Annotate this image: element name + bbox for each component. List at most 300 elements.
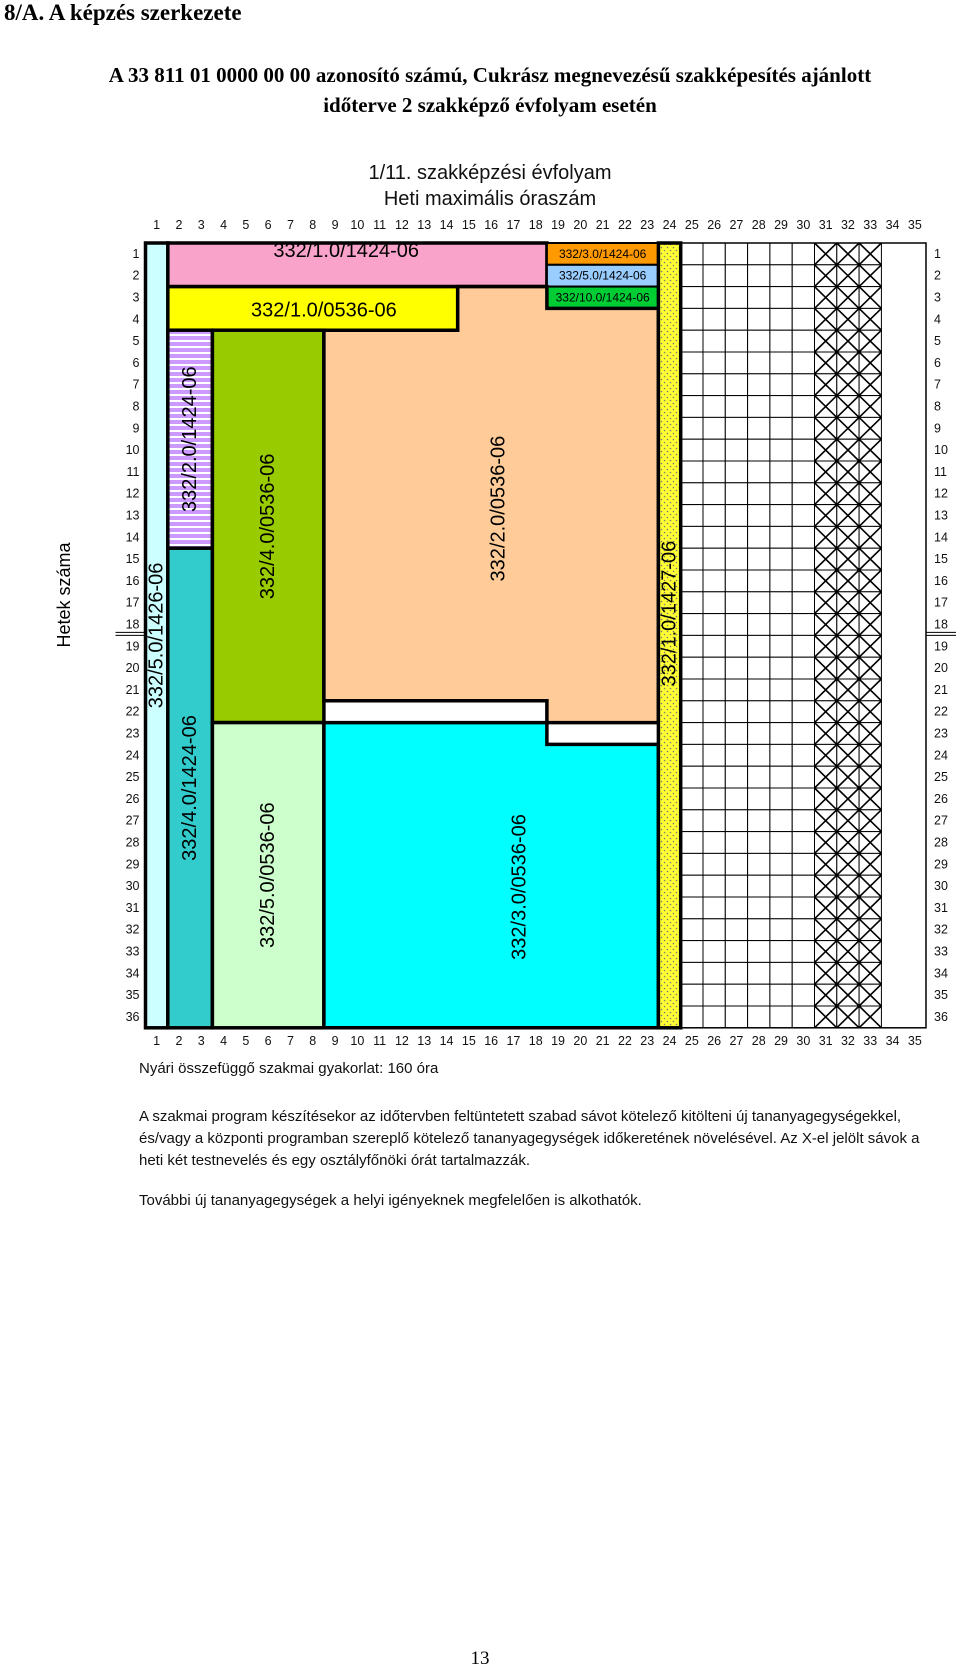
x-tick-label-top: 8 <box>309 218 317 232</box>
free-cell <box>703 744 725 766</box>
y-tick-label-left: 24 <box>125 748 140 763</box>
free-cell <box>703 657 725 679</box>
free-cell <box>681 744 703 766</box>
free-cell <box>770 396 792 418</box>
free-cell <box>770 352 792 374</box>
free-cell <box>770 570 792 592</box>
free-cell <box>703 962 725 984</box>
y-tick-label-right: 7 <box>934 377 941 392</box>
free-cell <box>792 570 814 592</box>
y-tick-label-right: 34 <box>934 966 948 981</box>
document-title-line-1: A 33 811 01 0000 00 00 azonosító számú, Cukrász megnevezésű szakképesítés ajánlott <box>108 63 872 87</box>
free-cell <box>748 897 770 919</box>
x-tick-label-bottom: 35 <box>907 1033 922 1048</box>
free-cell <box>770 766 792 788</box>
y-tick-label-left: 35 <box>125 988 140 1003</box>
y-tick-label-left: 36 <box>125 1009 140 1024</box>
free-cell <box>681 374 703 396</box>
section-heading: 8/A. A képzés szerkezete <box>4 0 242 25</box>
free-cell <box>792 984 814 1006</box>
free-cell <box>792 417 814 439</box>
block-label: 332/3.0/1424-06 <box>558 246 647 261</box>
x-tick-label-bottom: 33 <box>863 1033 878 1048</box>
free-cell <box>770 984 792 1006</box>
x-tick-label-top: 15 <box>461 218 476 232</box>
free-cell <box>748 614 770 636</box>
free-cell <box>725 744 747 766</box>
free-cell <box>703 832 725 854</box>
free-cell <box>703 635 725 657</box>
free-cell <box>703 1006 725 1028</box>
free-cell <box>792 635 814 657</box>
free-cell <box>792 941 814 963</box>
free-cell <box>770 243 792 265</box>
free-cell <box>770 919 792 941</box>
y-tick-label-left: 21 <box>125 682 140 697</box>
x-tick-label-top: 17 <box>506 218 521 232</box>
free-cell <box>748 962 770 984</box>
free-cell <box>792 439 814 461</box>
y-tick-label-right: 25 <box>934 770 948 785</box>
y-tick-label-right: 9 <box>934 421 941 436</box>
free-cell <box>681 483 703 505</box>
x-tick-label-top: 21 <box>595 218 610 232</box>
chart-grid <box>681 243 882 1028</box>
block-label: 332/1.0/0536-06 <box>251 299 397 322</box>
free-cell <box>703 701 725 723</box>
free-cell <box>681 766 703 788</box>
additional-units-note: További új tananyagegységek a helyi igényeknek megfelelően is alkothatók. <box>139 1192 642 1209</box>
free-cell <box>725 984 747 1006</box>
free-cell <box>681 439 703 461</box>
free-cell <box>703 614 725 636</box>
free-cell <box>770 832 792 854</box>
y-tick-label-left: 9 <box>132 421 140 436</box>
free-cell <box>681 308 703 330</box>
y-axis-label: Hetek száma <box>54 542 74 648</box>
y-tick-label-right: 24 <box>934 748 948 763</box>
free-cell <box>681 352 703 374</box>
x-tick-label-top: 29 <box>774 218 789 232</box>
free-cell <box>725 483 747 505</box>
free-cell <box>725 941 747 963</box>
y-tick-label-left: 1 <box>132 246 140 261</box>
x-tick-label-bottom: 25 <box>684 1033 699 1048</box>
y-tick-label-right: 33 <box>934 944 948 959</box>
block-label: 332/4.0/0536-06 <box>257 453 280 600</box>
free-cell <box>770 308 792 330</box>
free-cell <box>748 788 770 810</box>
free-cell <box>703 875 725 897</box>
free-cell <box>681 984 703 1006</box>
free-cell <box>748 744 770 766</box>
block-label: 332/3.0/0536-06 <box>508 814 531 960</box>
free-cell <box>792 287 814 309</box>
y-tick-label-left: 17 <box>125 595 140 610</box>
y-tick-label-left: 7 <box>132 377 140 392</box>
x-tick-label-bottom: 2 <box>175 1033 183 1048</box>
free-cell <box>681 526 703 548</box>
y-tick-label-left: 18 <box>125 617 140 632</box>
x-tick-label-bottom: 6 <box>264 1033 272 1048</box>
free-cell <box>748 483 770 505</box>
free-cell <box>748 766 770 788</box>
free-cell <box>725 832 747 854</box>
free-cell <box>681 897 703 919</box>
y-tick-label-right: 35 <box>934 988 948 1003</box>
free-cell <box>770 744 792 766</box>
x-tick-label-top: 12 <box>394 218 409 232</box>
free-cell <box>770 657 792 679</box>
y-tick-label-left: 5 <box>132 334 140 349</box>
free-cell <box>792 483 814 505</box>
free-cell <box>725 614 747 636</box>
x-tick-label-top: 2 <box>175 218 183 232</box>
x-tick-label-bottom: 13 <box>417 1033 432 1048</box>
free-cell <box>681 330 703 352</box>
y-tick-label-right: 19 <box>934 639 948 654</box>
free-cell <box>748 853 770 875</box>
x-tick-label-top: 24 <box>662 218 677 232</box>
free-cell <box>681 657 703 679</box>
free-cell <box>703 265 725 287</box>
free-cell <box>792 396 814 418</box>
x-tick-label-bottom: 27 <box>729 1033 744 1048</box>
y-tick-label-left: 33 <box>125 944 140 959</box>
x-tick-label-top: 19 <box>551 218 566 232</box>
x-tick-label-bottom: 26 <box>707 1033 722 1048</box>
free-cell <box>703 592 725 614</box>
free-cell <box>792 505 814 527</box>
y-tick-label-right: 26 <box>934 791 948 806</box>
free-cell <box>748 832 770 854</box>
block-label: 332/5.0/1424-06 <box>558 268 647 283</box>
free-cell <box>703 461 725 483</box>
free-cell <box>792 875 814 897</box>
y-tick-label-right: 23 <box>934 726 948 741</box>
free-cell <box>725 374 747 396</box>
x-tick-label-top: 28 <box>751 218 766 232</box>
free-cell <box>681 875 703 897</box>
free-cell <box>681 417 703 439</box>
free-cell <box>792 832 814 854</box>
free-cell <box>770 505 792 527</box>
free-cell <box>703 897 725 919</box>
free-cell <box>748 287 770 309</box>
free-cell <box>681 592 703 614</box>
free-cell <box>725 265 747 287</box>
page-number: 13 <box>470 1648 490 1669</box>
free-cell <box>748 265 770 287</box>
free-cell <box>725 592 747 614</box>
free-cell <box>703 526 725 548</box>
x-tick-label-bottom: 29 <box>774 1033 789 1048</box>
free-cell <box>792 308 814 330</box>
free-cell <box>681 701 703 723</box>
y-tick-label-right: 4 <box>934 312 941 327</box>
free-cell <box>703 788 725 810</box>
y-tick-label-right: 8 <box>934 399 941 414</box>
free-cell <box>770 1006 792 1028</box>
free-cell <box>792 548 814 570</box>
x-tick-label-bottom: 32 <box>840 1033 855 1048</box>
free-cell <box>748 875 770 897</box>
free-cell <box>681 396 703 418</box>
y-tick-label-right: 3 <box>934 290 941 305</box>
y-tick-label-right: 11 <box>934 464 947 479</box>
free-cell <box>725 853 747 875</box>
free-cell <box>725 505 747 527</box>
x-tick-label-top: 16 <box>484 218 499 232</box>
y-tick-label-right: 13 <box>934 508 948 523</box>
y-tick-label-left: 13 <box>125 508 140 523</box>
free-cell <box>681 570 703 592</box>
free-cell <box>792 853 814 875</box>
free-cell <box>748 396 770 418</box>
y-tick-label-right: 6 <box>934 355 941 370</box>
y-tick-label-left: 26 <box>125 791 140 806</box>
free-cell <box>792 592 814 614</box>
x-tick-label-bottom: 4 <box>220 1033 228 1048</box>
free-cell <box>748 548 770 570</box>
free-cell <box>792 1006 814 1028</box>
y-tick-label-left: 12 <box>125 486 140 501</box>
x-tick-label-top: 1 <box>153 218 161 232</box>
x-tick-label-top: 3 <box>197 218 205 232</box>
free-cell <box>792 526 814 548</box>
free-cell <box>703 287 725 309</box>
x-tick-label-bottom: 22 <box>617 1033 632 1048</box>
y-tick-label-right: 17 <box>934 595 948 610</box>
y-tick-label-right: 16 <box>934 573 948 588</box>
free-cell <box>748 308 770 330</box>
x-tick-label-bottom: 28 <box>751 1033 766 1048</box>
free-cell <box>703 396 725 418</box>
x-tick-label-top: 6 <box>264 218 272 232</box>
free-cell <box>748 417 770 439</box>
free-band-note: A szakmai program készítésekor az időtervben feltüntetett szabad sávot kötelező kitölteni új tananyagegységekkel, és/vagy a központi programban szereplő kötelező tananyagegységek időkeretének növelésével. Az X-el jelölt sávok a heti két testnevelés és egy osztályfőnöki órát tartalmazzák. <box>139 1108 920 1169</box>
free-cell <box>681 548 703 570</box>
x-tick-label-bottom: 21 <box>595 1033 610 1048</box>
y-tick-label-right: 18 <box>934 617 948 632</box>
y-tick-label-right: 27 <box>934 813 948 828</box>
y-tick-label-left: 8 <box>132 399 140 414</box>
block-label: 332/2.0/1424-06 <box>179 366 202 513</box>
free-cell <box>725 766 747 788</box>
x-tick-label-top: 32 <box>840 218 855 232</box>
y-tick-label-right: 20 <box>934 661 948 676</box>
free-cell <box>748 592 770 614</box>
x-tick-label-top: 22 <box>617 218 632 232</box>
free-cell <box>748 635 770 657</box>
chart-subtitle-line-1: 1/11. szakképzési évfolyam <box>368 162 612 184</box>
free-cell <box>725 897 747 919</box>
free-cell <box>748 701 770 723</box>
y-tick-label-right: 36 <box>934 1009 948 1024</box>
y-tick-label-right: 29 <box>934 857 948 872</box>
free-cell <box>703 853 725 875</box>
free-cell <box>703 810 725 832</box>
free-cell <box>725 439 747 461</box>
y-tick-label-right: 32 <box>934 922 948 937</box>
y-tick-label-left: 16 <box>125 573 140 588</box>
y-tick-label-left: 34 <box>125 966 140 981</box>
x-tick-label-top: 5 <box>242 218 250 232</box>
y-tick-label-right: 31 <box>934 900 948 915</box>
free-cell <box>725 810 747 832</box>
free-cell <box>681 941 703 963</box>
free-cell <box>725 875 747 897</box>
free-cell <box>681 723 703 745</box>
x-tick-label-top: 20 <box>573 218 588 232</box>
free-cell <box>703 439 725 461</box>
free-cell <box>725 243 747 265</box>
x-tick-label-top: 27 <box>729 218 744 232</box>
y-tick-label-left: 2 <box>132 268 140 283</box>
x-tick-label-top: 4 <box>220 218 228 232</box>
free-cell <box>681 1006 703 1028</box>
x-tick-label-top: 35 <box>907 218 922 232</box>
x-tick-label-bottom: 10 <box>350 1033 365 1048</box>
free-cell <box>681 287 703 309</box>
free-cell <box>792 723 814 745</box>
block-332-3-0-0536-06 <box>324 723 659 1028</box>
free-cell <box>770 679 792 701</box>
free-cell <box>748 723 770 745</box>
y-tick-label-right: 21 <box>934 682 948 697</box>
free-cell <box>770 853 792 875</box>
x-tick-label-top: 14 <box>439 218 454 232</box>
free-cell <box>770 417 792 439</box>
x-tick-label-top: 23 <box>640 218 655 232</box>
free-cell <box>748 505 770 527</box>
y-tick-label-right: 14 <box>934 530 948 545</box>
y-tick-label-right: 10 <box>934 443 948 458</box>
free-cell <box>703 548 725 570</box>
free-cell <box>770 635 792 657</box>
block-label: 332/1.0/1424-06 <box>273 240 420 262</box>
y-tick-label-left: 11 <box>126 464 140 479</box>
free-cell <box>792 330 814 352</box>
x-tick-label-bottom: 18 <box>528 1033 543 1048</box>
x-tick-label-top: 34 <box>885 218 900 232</box>
free-cell <box>703 505 725 527</box>
free-cell <box>725 330 747 352</box>
free-cell <box>770 810 792 832</box>
free-cell <box>792 657 814 679</box>
free-cell <box>770 330 792 352</box>
free-cell <box>681 635 703 657</box>
free-cell <box>703 919 725 941</box>
y-tick-label-right: 28 <box>934 835 948 850</box>
free-cell <box>725 701 747 723</box>
free-cell <box>703 352 725 374</box>
y-tick-label-right: 5 <box>934 334 941 349</box>
y-tick-label-right: 30 <box>934 879 948 894</box>
y-tick-label-left: 27 <box>125 813 140 828</box>
free-cell <box>703 679 725 701</box>
free-cell <box>681 832 703 854</box>
free-cell <box>792 461 814 483</box>
free-cell <box>770 483 792 505</box>
free-cell <box>703 941 725 963</box>
y-tick-label-left: 30 <box>125 879 140 894</box>
free-cell <box>792 679 814 701</box>
y-tick-label-left: 4 <box>132 312 140 327</box>
free-cell <box>748 526 770 548</box>
y-tick-label-right: 2 <box>934 268 941 283</box>
free-cell <box>681 853 703 875</box>
x-tick-label-bottom: 20 <box>573 1033 588 1048</box>
free-cell <box>792 374 814 396</box>
free-cell <box>703 766 725 788</box>
free-cell <box>770 287 792 309</box>
y-tick-label-left: 22 <box>125 704 140 719</box>
free-cell <box>725 1006 747 1028</box>
free-cell <box>681 679 703 701</box>
free-cell <box>770 265 792 287</box>
free-cell <box>703 723 725 745</box>
free-cell <box>725 548 747 570</box>
free-cell <box>770 439 792 461</box>
summer-practice-note: Nyári összefüggő szakmai gyakorlat: 160 óra <box>139 1060 439 1077</box>
x-tick-label-top: 25 <box>684 218 699 232</box>
free-cell <box>703 483 725 505</box>
free-cell <box>748 570 770 592</box>
free-cell <box>748 657 770 679</box>
free-cell <box>770 614 792 636</box>
free-cell <box>703 984 725 1006</box>
y-tick-label-left: 19 <box>125 639 140 654</box>
free-cell <box>770 592 792 614</box>
free-cell <box>725 417 747 439</box>
x-tick-label-top: 10 <box>350 218 365 232</box>
x-tick-label-bottom: 23 <box>640 1033 655 1048</box>
y-tick-label-right: 15 <box>934 552 948 567</box>
free-cell <box>770 875 792 897</box>
y-tick-label-right: 12 <box>934 486 948 501</box>
free-cell <box>725 308 747 330</box>
free-cell <box>770 897 792 919</box>
free-cell <box>725 287 747 309</box>
free-cell <box>703 308 725 330</box>
free-cell <box>725 396 747 418</box>
y-tick-label-left: 15 <box>125 552 140 567</box>
free-cell <box>725 635 747 657</box>
free-cell <box>725 526 747 548</box>
free-cell <box>748 352 770 374</box>
free-cell <box>748 461 770 483</box>
free-cell <box>770 701 792 723</box>
free-cell <box>770 941 792 963</box>
free-cell <box>770 788 792 810</box>
block-label: 332/4.0/1424-06 <box>179 715 202 861</box>
free-cell <box>748 810 770 832</box>
block-label: 332/2.0/0536-06 <box>487 435 510 582</box>
x-tick-label-top: 7 <box>286 218 294 232</box>
free-cell <box>748 679 770 701</box>
free-cell <box>681 505 703 527</box>
y-tick-label-left: 29 <box>125 857 140 872</box>
free-cell <box>792 962 814 984</box>
free-cell <box>792 265 814 287</box>
free-cell <box>681 614 703 636</box>
x-tick-label-top: 30 <box>796 218 811 232</box>
free-cell <box>792 788 814 810</box>
free-cell <box>770 723 792 745</box>
free-cell <box>770 962 792 984</box>
x-tick-label-bottom: 31 <box>818 1033 833 1048</box>
